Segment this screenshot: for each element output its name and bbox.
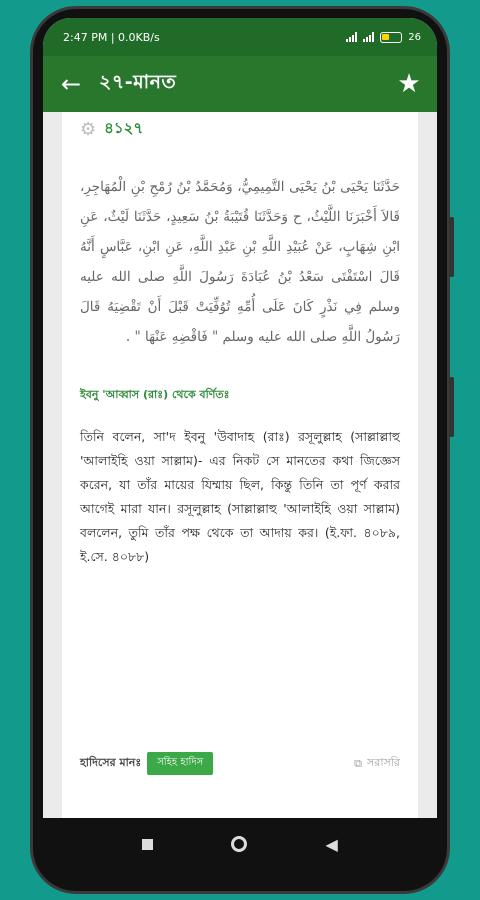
hadith-number: ৪১২৭ xyxy=(104,118,144,137)
signal-icon-2 xyxy=(363,32,374,42)
grade-badge: সহিহ হাদিস xyxy=(147,752,213,775)
star-icon: ★ xyxy=(397,69,421,99)
hadith-card xyxy=(62,112,418,818)
volume-button xyxy=(449,217,454,277)
gear-icon: ⚙ xyxy=(80,118,97,140)
battery-percent: 26 xyxy=(408,31,421,43)
arrow-left-icon: ← xyxy=(60,70,82,98)
status-time: 2:47 PM | 0.0KB/s xyxy=(63,30,160,44)
bangla-translation: তিনি বলেন, সা'দ ইবনু 'উবাদাহ (রাঃ) রসূলুল্লাহ (সাল্লাল্লাহু 'আলাইহি ওয়া সাল্লাম)- এর নিকট সে মানতের কথা জিজ্ঞেস করেন, যা তাঁর মায়ের যিম্মায় ছিল, কিন্তু তিনি তা পূর্ণ করার আগেই মারা যান। রসূলুল্লাহ (সাল্লাল্লাহু 'আলাইহি ওয়া সাল্লাম) বললেন, তুমি তাঁর পক্ষ থেকে তা আদায় কর। (ই.ফা. ৪০৮৯, ই.সে. ৪০৮৮) xyxy=(80,429,400,564)
system-nav-bar xyxy=(43,818,437,870)
battery-icon xyxy=(380,32,402,43)
recents-button[interactable] xyxy=(142,839,153,850)
back-nav-button[interactable]: ◀ xyxy=(325,834,338,854)
status-icons xyxy=(346,32,421,43)
external-link-icon: ⧉ xyxy=(354,756,363,770)
narrator-text: ইবনু 'আব্বাস (রাঃ) থেকে বর্ণিতঃ xyxy=(80,388,230,401)
page-title: ২৭-মানত xyxy=(99,71,177,93)
home-button[interactable] xyxy=(231,836,247,852)
direct-link-label: সরাসরি xyxy=(367,756,400,769)
hadith-footer xyxy=(80,752,400,775)
power-button xyxy=(449,377,454,437)
favorite-button[interactable] xyxy=(381,69,437,99)
screen xyxy=(43,18,437,818)
hadith-number-row xyxy=(80,118,400,140)
app-bar xyxy=(43,56,437,112)
grade-label: হাদিসের মানঃ xyxy=(80,756,142,769)
back-button[interactable] xyxy=(43,70,99,98)
signal-icon xyxy=(346,32,357,42)
direct-link[interactable] xyxy=(354,754,400,773)
arabic-text: حَدَّثَنَا يَحْيَى بْنُ يَحْيَى التَّمِيمِيُّ، وَمُحَمَّدُ بْنُ رُمْحِ بْنِ الْمُهَاجِرِ، قَالاَ أَخْبَرَنَا اللَّيْثُ، ح وَحَدَّثَنَا قُتَيْبَةُ بْنُ سَعِيدٍ، حَدَّثَنَا لَيْثٌ، عَنِ ابْنِ شِهَابٍ، عَنْ عُبَيْدِ اللَّهِ بْنِ عَبْدِ اللَّهِ، عَنِ ابْنِ، عَبَّاسٍ أَنَّهُ قَالَ اسْتَفْتَى سَعْدُ بْنُ عُبَادَةَ رَسُولَ اللَّهِ صلى الله عليه وسلم فِي نَذْرٍ كَانَ عَلَى أُمِّهِ تُوُفِّيَتْ قَبْلَ أَنْ تَقْضِيَهُ قَالَ رَسُولُ اللَّهِ صلى الله عليه وسلم " فَاقْضِهِ عَنْهَا " . xyxy=(80,179,400,345)
status-bar xyxy=(43,18,437,56)
